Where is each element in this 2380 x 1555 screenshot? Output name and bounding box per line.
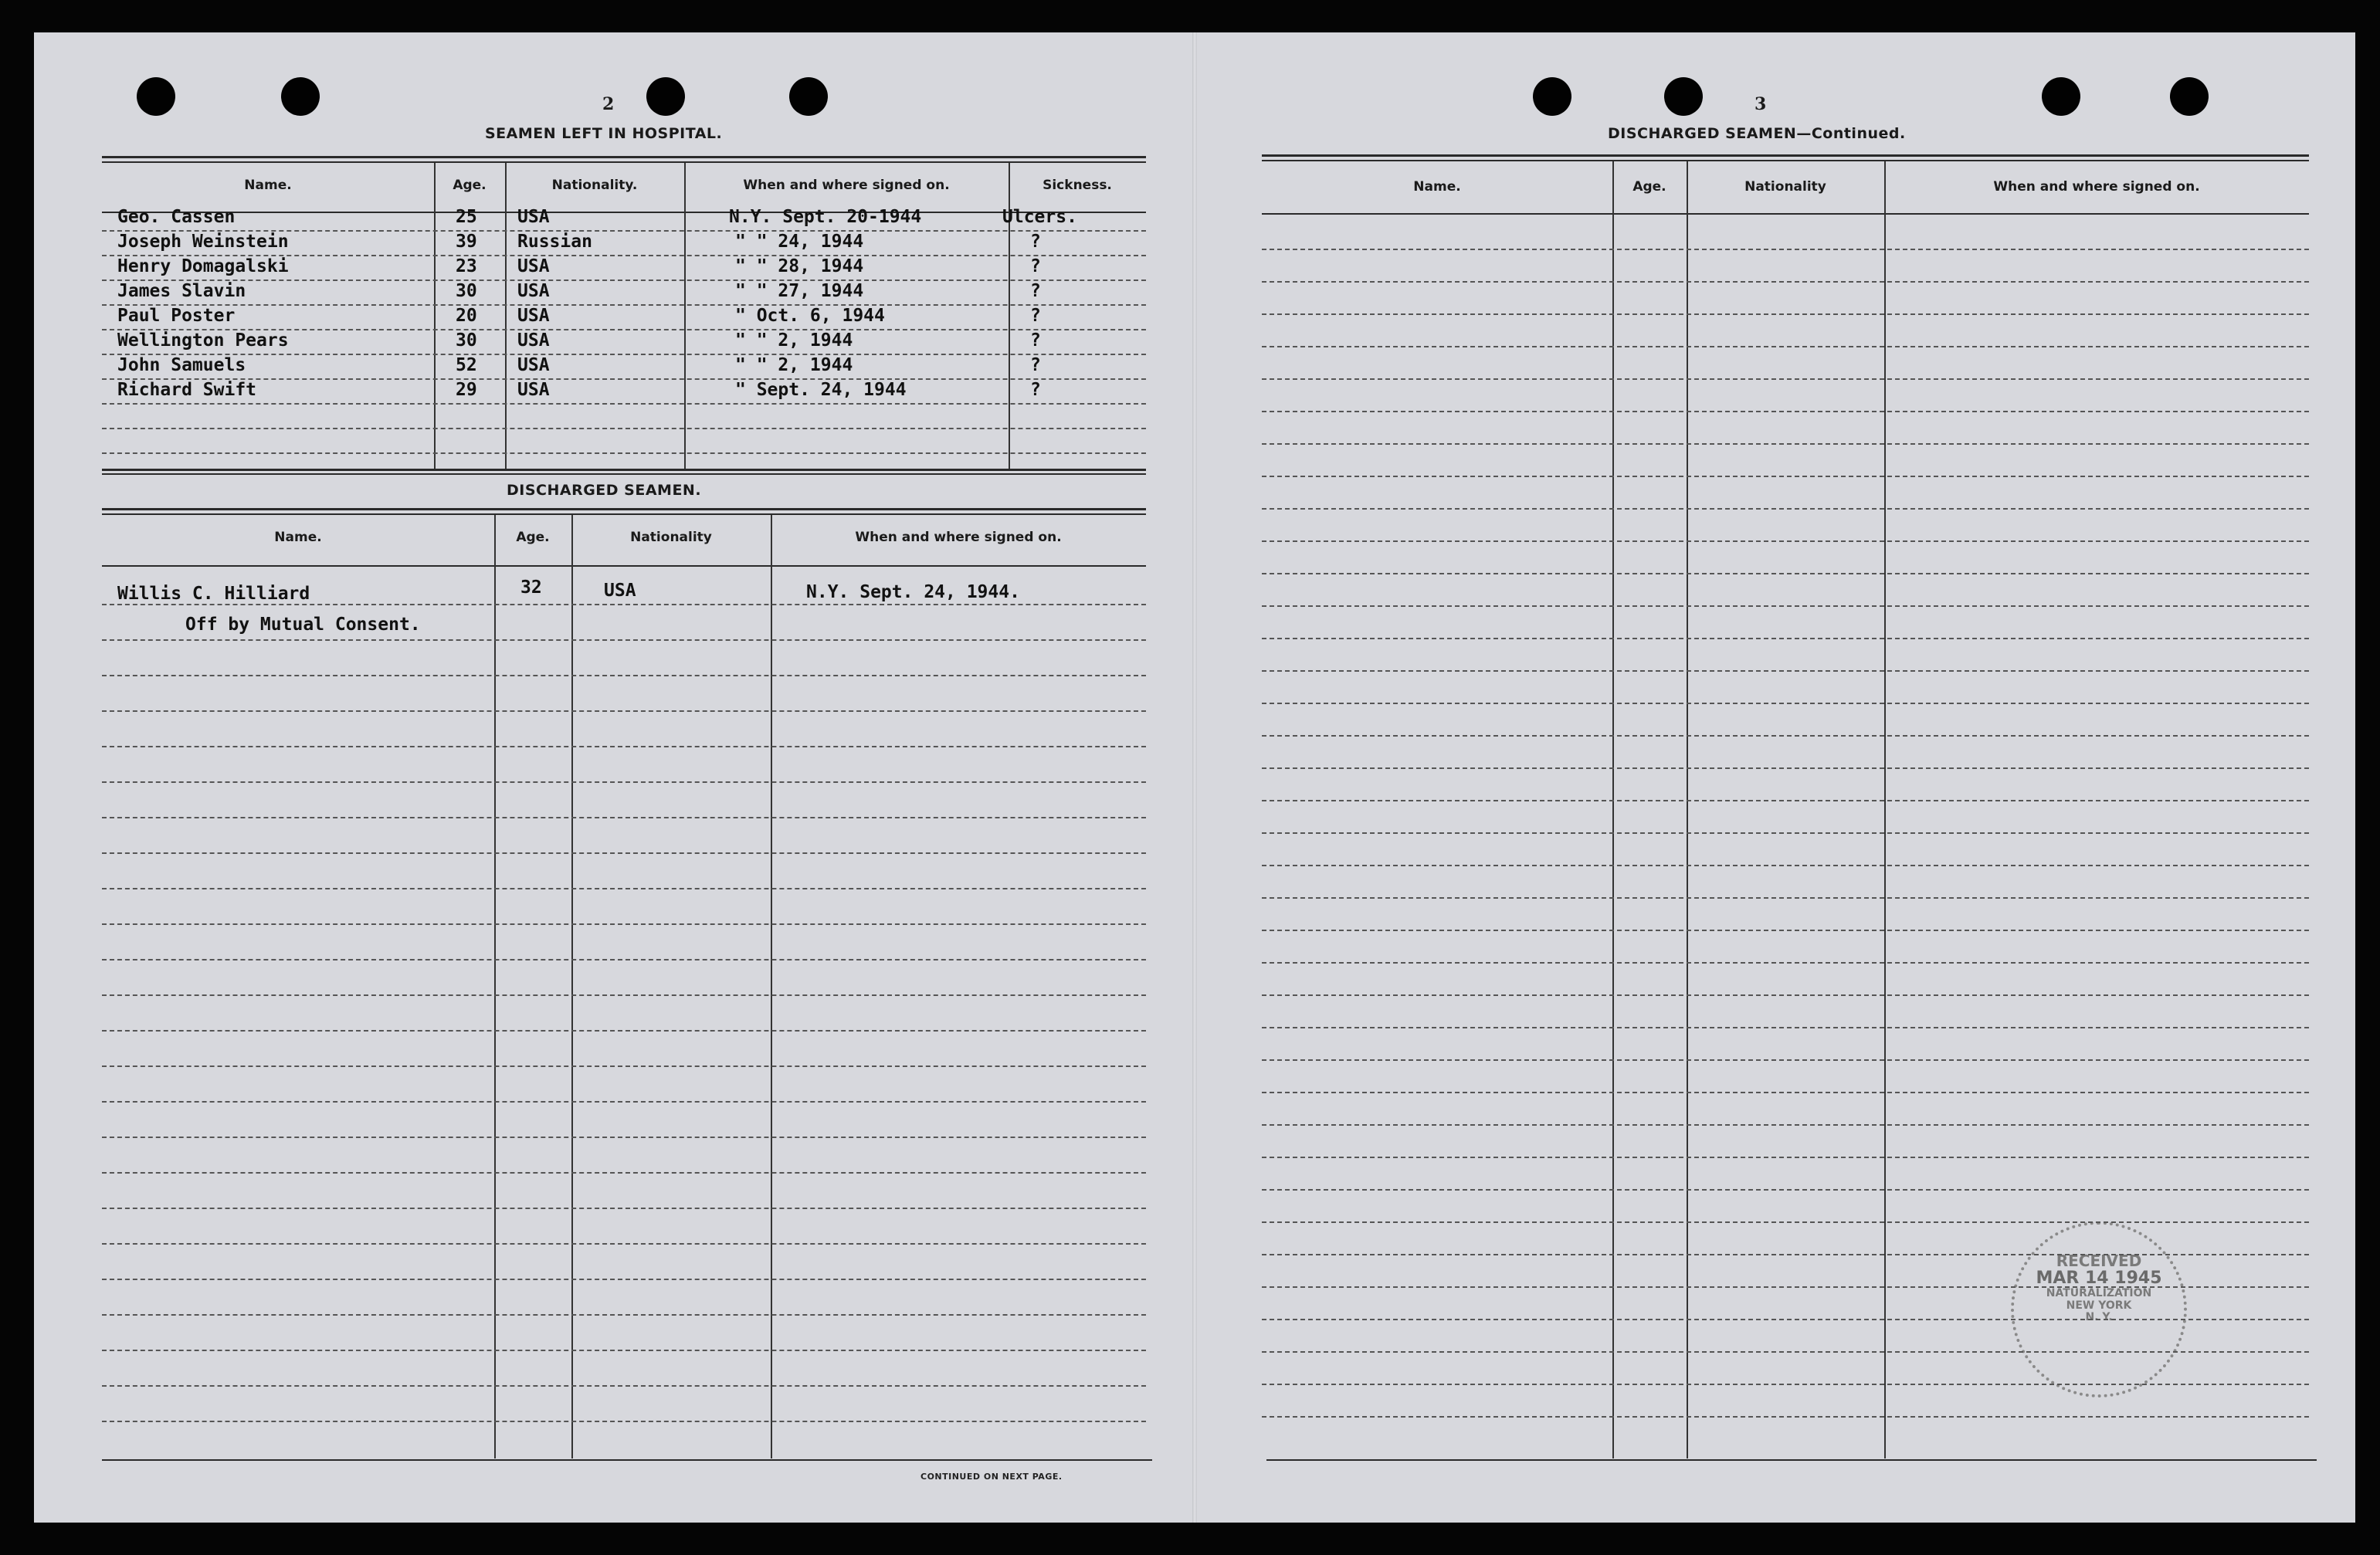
punch-hole — [2170, 77, 2209, 116]
ruled-line — [102, 255, 1146, 256]
ruled-line — [1262, 767, 2309, 769]
hospital-cell-age: 23 — [456, 256, 477, 276]
ruled-line — [102, 923, 1146, 925]
ruled-line — [1262, 865, 2309, 866]
discharged-top-rule-2 — [102, 513, 1146, 515]
discharged-header-name: Name. — [274, 530, 322, 545]
stamp-line-city: NEW YORK — [2066, 1299, 2132, 1312]
right-col-divider — [1687, 161, 1688, 1458]
hospital-cell-name: Henry Domagalski — [117, 256, 289, 276]
punch-hole — [137, 77, 175, 116]
hospital-col-divider — [684, 163, 686, 469]
discharged-header-signed: When and where signed on. — [855, 530, 1062, 545]
ruled-line — [1262, 897, 2309, 899]
ruled-line — [1262, 508, 2309, 510]
punch-hole — [646, 77, 685, 116]
ruled-line — [102, 428, 1146, 429]
ruled-line — [1262, 1189, 2309, 1191]
continued-footer: CONTINUED ON NEXT PAGE. — [920, 1472, 1063, 1482]
hospital-cell-signed: " " 2, 1944 — [735, 355, 853, 375]
stamp-line-state: N. Y. — [2085, 1310, 2113, 1323]
ruled-line — [102, 1243, 1146, 1245]
hospital-cell-age: 20 — [456, 306, 477, 326]
ruled-line — [102, 1065, 1146, 1067]
hospital-cell-name: John Samuels — [117, 355, 246, 375]
right-page-number: 3 — [1754, 94, 1767, 114]
punch-hole — [281, 77, 320, 116]
hospital-cell-age: 52 — [456, 355, 477, 375]
ruled-line — [1262, 1221, 2309, 1223]
stamp-line-date: MAR 14 1945 — [2036, 1269, 2162, 1288]
hospital-header-name: Name. — [244, 178, 292, 193]
ruled-line — [1262, 1351, 2309, 1353]
ruled-line — [1262, 540, 2309, 542]
hospital-cell-age: 30 — [456, 330, 477, 351]
ruled-line — [102, 1421, 1146, 1422]
ruled-line — [1262, 1416, 2309, 1418]
ruled-line — [102, 329, 1146, 330]
ruled-line — [102, 675, 1146, 676]
discharged-cell-age: 32 — [520, 578, 542, 598]
ruled-line — [102, 710, 1146, 712]
ruled-line — [1262, 962, 2309, 964]
hospital-cell-signed: " Oct. 6, 1944 — [735, 306, 885, 326]
ruled-line — [1262, 1124, 2309, 1126]
ruled-line — [102, 1208, 1146, 1209]
discharged-header-age: Age. — [516, 530, 550, 545]
ruled-line — [102, 230, 1146, 232]
hospital-header-rule — [102, 212, 1146, 213]
stamp-line-naturalization: NATURALIZATION — [2046, 1287, 2152, 1300]
ruled-line — [1262, 281, 2309, 283]
ruled-line — [102, 959, 1146, 960]
ruled-line — [1262, 1286, 2309, 1288]
ruled-line — [102, 852, 1146, 854]
hospital-top-rule — [102, 156, 1146, 158]
ruled-line — [1262, 832, 2309, 834]
ruled-line — [102, 994, 1146, 996]
hospital-cell-age: 29 — [456, 380, 477, 400]
ruled-line — [102, 354, 1146, 355]
ruled-line — [102, 452, 1146, 454]
left-page-number: 2 — [602, 94, 615, 114]
ruled-line — [102, 604, 1146, 605]
hospital-header-sickness: Sickness. — [1043, 178, 1112, 193]
hospital-cell-signed: " " 24, 1944 — [735, 232, 864, 252]
right-bottom-rule — [1266, 1459, 2317, 1461]
discharged-col-divider — [494, 515, 496, 1458]
ruled-line — [1262, 1027, 2309, 1028]
ruled-line — [1262, 313, 2309, 315]
punch-hole — [1664, 77, 1703, 116]
discharged-col-divider — [771, 515, 772, 1458]
discharged-header-rule — [102, 565, 1146, 567]
right-header-rule — [1262, 213, 2309, 215]
right-header-nationality: Nationality — [1744, 179, 1826, 195]
hospital-bottom-rule — [102, 469, 1146, 471]
ruled-line — [1262, 670, 2309, 672]
ruled-line — [102, 746, 1146, 747]
hospital-col-divider — [505, 163, 507, 469]
hospital-cell-name: James Slavin — [117, 281, 246, 301]
discharged-col-divider — [571, 515, 573, 1458]
ruled-line — [1262, 703, 2309, 704]
ruled-line — [102, 781, 1146, 783]
hospital-cell-sickness: Ulcers. — [1002, 207, 1077, 227]
hospital-cell-nationality: USA — [517, 306, 550, 326]
hospital-cell-age: 30 — [456, 281, 477, 301]
hospital-cell-signed: " " 2, 1944 — [735, 330, 853, 351]
ruled-line — [102, 1350, 1146, 1351]
ruled-line — [102, 279, 1146, 281]
ruled-line — [1262, 378, 2309, 380]
hospital-cell-name: Paul Poster — [117, 306, 236, 326]
ruled-line — [1262, 605, 2309, 607]
right-col-divider — [1612, 161, 1614, 1458]
ruled-line — [1262, 638, 2309, 639]
punch-hole — [2042, 77, 2080, 116]
hospital-col-divider — [434, 163, 436, 469]
hospital-cell-nationality: USA — [517, 281, 550, 301]
hospital-cell-nationality: USA — [517, 355, 550, 375]
hospital-cell-signed: " Sept. 24, 1944 — [735, 380, 907, 400]
discharged-note: Off by Mutual Consent. — [185, 615, 421, 635]
hospital-header-signed: When and where signed on. — [743, 178, 950, 193]
ruled-line — [102, 639, 1146, 641]
hospital-top-rule-2 — [102, 161, 1146, 163]
right-col-divider — [1884, 161, 1886, 1458]
ruled-line — [1262, 1157, 2309, 1158]
hospital-header-nationality: Nationality. — [551, 178, 638, 193]
hospital-section-title: SEAMEN LEFT IN HOSPITAL. — [485, 125, 723, 142]
hospital-cell-sickness: ? — [1030, 306, 1041, 326]
ruled-line — [1262, 735, 2309, 737]
ruled-line — [1262, 443, 2309, 445]
hospital-cell-sickness: ? — [1030, 355, 1041, 375]
hospital-cell-sickness: ? — [1030, 380, 1041, 400]
ruled-line — [1262, 1384, 2309, 1385]
ruled-line — [102, 888, 1146, 889]
ruled-line — [102, 403, 1146, 405]
ruled-line — [1262, 930, 2309, 931]
ruled-line — [1262, 1092, 2309, 1093]
right-top-rule — [1262, 154, 2309, 157]
hospital-cell-signed: N.Y. Sept. 20-1944 — [729, 207, 922, 227]
discharged-bottom-rule — [102, 1459, 1152, 1461]
ruled-line — [1262, 994, 2309, 996]
punch-hole — [1533, 77, 1571, 116]
hospital-cell-name: Joseph Weinstein — [117, 232, 289, 252]
hospital-cell-nationality: USA — [517, 207, 550, 227]
ruled-line — [102, 1101, 1146, 1103]
ruled-line — [102, 1030, 1146, 1032]
ruled-line — [1262, 1319, 2309, 1320]
hospital-cell-sickness: ? — [1030, 281, 1041, 301]
ruled-line — [102, 1137, 1146, 1138]
ruled-line — [102, 1279, 1146, 1280]
ruled-line — [1262, 411, 2309, 412]
hospital-cell-nationality: USA — [517, 256, 550, 276]
hospital-cell-signed: " " 28, 1944 — [735, 256, 864, 276]
hospital-cell-nationality: Russian — [517, 232, 592, 252]
received-stamp — [2011, 1221, 2187, 1397]
hospital-cell-name: Richard Swift — [117, 380, 257, 400]
ruled-line — [102, 304, 1146, 306]
discharged-cell-signed: N.Y. Sept. 24, 1944. — [806, 582, 1020, 602]
hospital-cell-name: Wellington Pears — [117, 330, 289, 351]
right-section-title: DISCHARGED SEAMEN—Continued. — [1608, 125, 1906, 142]
punch-hole — [789, 77, 828, 116]
hospital-header-age: Age. — [453, 178, 487, 193]
ruled-line — [102, 1172, 1146, 1174]
discharged-header-nationality: Nationality — [630, 530, 712, 545]
right-header-signed: When and where signed on. — [1993, 179, 2200, 195]
right-top-rule-2 — [1262, 160, 2309, 161]
ruled-line — [1262, 800, 2309, 801]
ruled-line — [1262, 476, 2309, 477]
hospital-cell-signed: " " 27, 1944 — [735, 281, 864, 301]
right-header-name: Name. — [1413, 179, 1461, 195]
ruled-line — [102, 817, 1146, 818]
hospital-cell-sickness: ? — [1030, 232, 1041, 252]
hospital-cell-sickness: ? — [1030, 330, 1041, 351]
hospital-cell-name: Geo. Cassen — [117, 207, 236, 227]
discharged-cell-name: Willis C. Hilliard — [117, 584, 310, 604]
hospital-cell-nationality: USA — [517, 330, 550, 351]
stamp-line-received: RECEIVED — [2056, 1252, 2142, 1270]
ruled-line — [102, 1314, 1146, 1316]
ruled-line — [102, 378, 1146, 380]
hospital-cell-age: 39 — [456, 232, 477, 252]
hospital-bottom-rule-2 — [102, 473, 1146, 475]
ruled-line — [1262, 573, 2309, 574]
discharged-section-title: DISCHARGED SEAMEN. — [507, 482, 702, 499]
right-header-age: Age. — [1632, 179, 1666, 195]
hospital-cell-sickness: ? — [1030, 256, 1041, 276]
hospital-cell-age: 25 — [456, 207, 477, 227]
page-fold — [1192, 32, 1197, 1523]
ruled-line — [1262, 346, 2309, 347]
document-paper — [34, 32, 2355, 1523]
ruled-line — [1262, 1254, 2309, 1255]
discharged-top-rule — [102, 508, 1146, 510]
ruled-line — [102, 1385, 1146, 1387]
ruled-line — [1262, 1059, 2309, 1061]
discharged-cell-nationality: USA — [604, 581, 636, 601]
hospital-cell-nationality: USA — [517, 380, 550, 400]
ruled-line — [1262, 249, 2309, 250]
